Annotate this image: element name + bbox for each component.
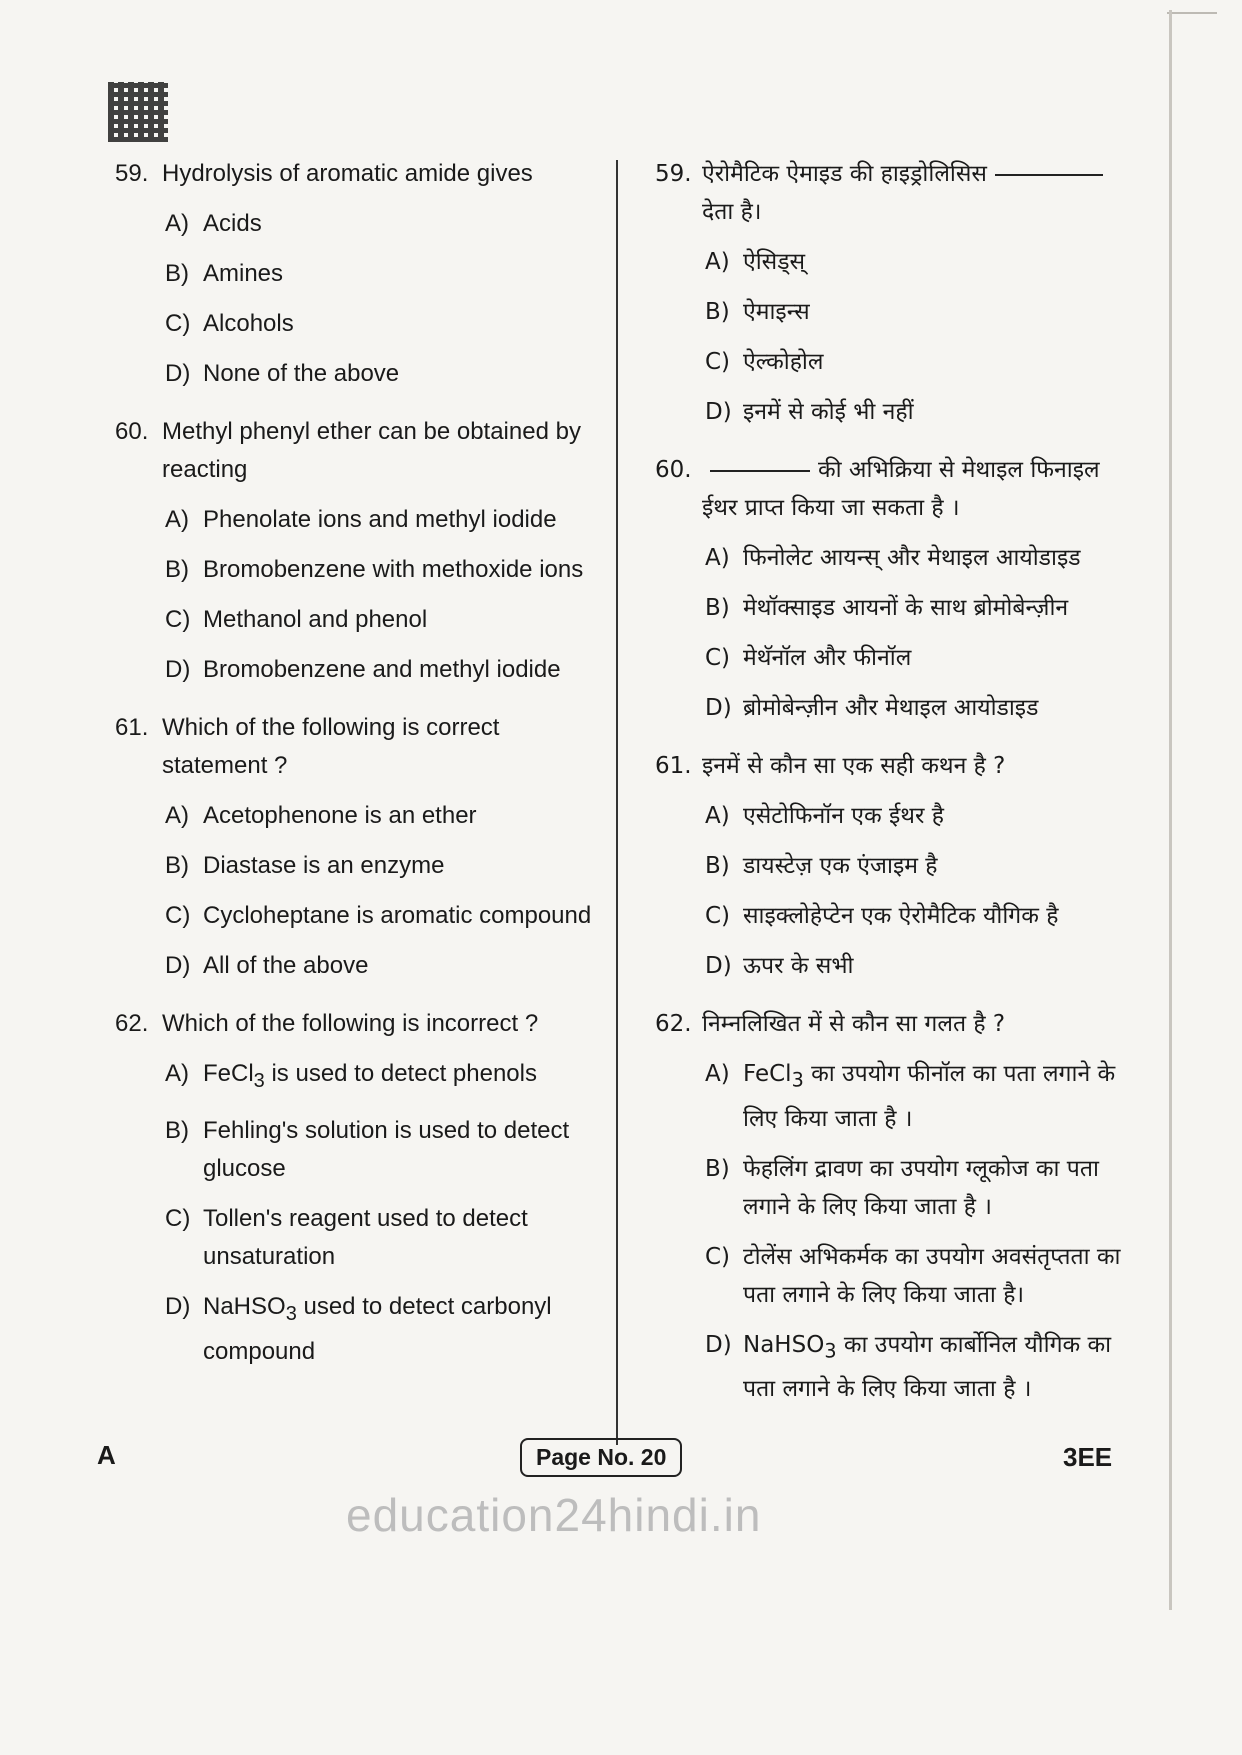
option-b xyxy=(165,1112,605,1188)
formula: FeCl xyxy=(743,1061,792,1087)
option-text: ऐमाइन्स xyxy=(743,299,810,325)
option-text-rest: used to detect carbonyl compound xyxy=(203,1292,552,1365)
option-letter: C) xyxy=(705,903,731,929)
option-letter: D) xyxy=(165,656,191,683)
page-edge xyxy=(1169,10,1172,1610)
option-text: साइक्लोहेप्टेन एक ऐरोमैटिक यौगिक है xyxy=(743,903,1059,929)
option-text: None of the above xyxy=(203,360,400,387)
option-a xyxy=(705,797,1125,835)
option-letter: C) xyxy=(165,902,191,929)
question-59-hi xyxy=(655,155,1125,431)
option-text: Bromobenzene and methyl iodide xyxy=(203,656,561,683)
formula: NaHSO xyxy=(743,1331,825,1358)
option-text xyxy=(743,1326,1125,1409)
option-text-rest: is used to detect phenols xyxy=(264,1060,537,1087)
option-text: Tollen's reagent used to detect unsaturation xyxy=(203,1204,528,1270)
qr-code xyxy=(108,82,168,142)
option-text: इनमें से कोई भी नहीं xyxy=(743,399,914,425)
option-text: Methanol and phenol xyxy=(203,606,428,633)
option-letter: D) xyxy=(165,952,191,979)
watermark: education24hindi.in xyxy=(346,1489,762,1541)
option-letter: B) xyxy=(165,1116,189,1144)
question-number: 60. xyxy=(655,457,692,483)
option-d xyxy=(705,947,1125,985)
question-text-end: देता है। xyxy=(702,199,762,225)
option-text: ऐल्कोहोल xyxy=(743,349,824,375)
option-text: Phenolate ions and methyl iodide xyxy=(203,506,557,533)
question-61-hi xyxy=(655,747,1125,985)
option-letter: B) xyxy=(705,1155,730,1182)
question-text: निम्नलिखित में से कौन सा गलत है ? xyxy=(702,1011,1006,1037)
option-a xyxy=(705,539,1125,577)
option-text: डायस्टेज़ एक एंजाइम है xyxy=(743,853,938,879)
option-text: मेथॉक्साइड आयनों के साथ ब्रोमोबेन्ज़ीन xyxy=(743,595,1069,621)
question-text-start: ऐरोमैटिक ऐमाइड की हाइड्रोलिसिस xyxy=(702,161,987,187)
option-d xyxy=(705,689,1125,727)
option-letter: A) xyxy=(705,249,730,275)
question-62-en xyxy=(115,1005,605,1371)
formula-subscript: 3 xyxy=(253,1069,265,1092)
english-column xyxy=(115,155,605,1391)
option-letter: B) xyxy=(165,556,189,583)
option-letter: A) xyxy=(165,802,189,829)
option-a xyxy=(705,243,1125,281)
question-number: 62. xyxy=(655,1011,692,1037)
option-b xyxy=(705,847,1125,885)
question-text: इनमें से कौन सा एक सही कथन है ? xyxy=(702,753,1006,779)
formula-subscript: 3 xyxy=(285,1302,297,1325)
option-letter: C) xyxy=(165,606,191,633)
option-text: ऐसिड्स् xyxy=(743,249,806,275)
option-letter: A) xyxy=(165,506,189,533)
option-text: Acetophenone is an ether xyxy=(203,802,477,829)
option-b xyxy=(705,1150,1125,1226)
option-text xyxy=(203,1288,605,1371)
option-letter: B) xyxy=(705,853,730,879)
option-text: Fehling's solution is used to detect glucose xyxy=(203,1116,570,1182)
question-text: Methyl phenyl ether can be obtained by reacting xyxy=(162,418,581,483)
option-text: टोलेंस अभिकर्मक का उपयोग अवसंतृप्तता का पता लगाने के लिए किया जाता है। xyxy=(743,1243,1121,1308)
question-text xyxy=(702,155,1125,231)
option-letter: B) xyxy=(705,299,730,325)
option-c xyxy=(165,897,605,935)
fill-blank xyxy=(995,174,1103,176)
option-a xyxy=(165,797,605,835)
question-text: Which of the following is correct statement ? xyxy=(162,714,500,779)
option-text: Alcohols xyxy=(203,310,294,337)
option-c xyxy=(705,639,1125,677)
question-number: 59. xyxy=(655,161,692,187)
option-text: Bromobenzene with methoxide ions xyxy=(203,556,584,583)
option-text-rest: का उपयोग कार्बोनिल यौगिक का पता लगाने के लिए किया जाता है । xyxy=(743,1331,1112,1403)
option-b xyxy=(165,847,605,885)
option-text: Amines xyxy=(203,260,284,287)
option-letter: A) xyxy=(165,1060,189,1087)
option-text: All of the above xyxy=(203,952,369,979)
option-c xyxy=(165,1200,605,1276)
option-b xyxy=(705,589,1125,627)
option-text: एसेटोफिनॉन एक ईथर है xyxy=(743,803,944,829)
option-text: Cycloheptane is aromatic compound xyxy=(203,902,592,929)
option-letter: B) xyxy=(165,260,189,287)
series-letter: A xyxy=(97,1440,116,1470)
formula-subscript: 3 xyxy=(824,1339,837,1363)
option-text: फिनोलेट आयन्स् और मेथाइल आयोडाइड xyxy=(743,545,1081,571)
option-letter: D) xyxy=(705,399,732,425)
option-text xyxy=(743,1055,1125,1138)
option-b xyxy=(165,551,605,589)
option-letter: D) xyxy=(165,1292,191,1320)
question-59-en xyxy=(115,155,605,393)
option-letter: C) xyxy=(705,645,731,671)
option-d xyxy=(705,1326,1125,1409)
option-b xyxy=(705,293,1125,331)
formula-subscript: 3 xyxy=(791,1068,804,1092)
option-c xyxy=(705,343,1125,381)
option-a xyxy=(705,1055,1125,1138)
option-text-rest: का उपयोग फीनॉल का पता लगाने के लिए किया जाता है । xyxy=(743,1061,1116,1132)
formula: NaHSO xyxy=(203,1292,286,1320)
formula: FeCl xyxy=(203,1060,254,1087)
fill-blank xyxy=(710,470,810,472)
question-60-en xyxy=(115,413,605,689)
option-letter: D) xyxy=(705,695,732,721)
question-number: 61. xyxy=(655,753,692,779)
question-61-en xyxy=(115,709,605,985)
option-letter: D) xyxy=(705,953,732,979)
page-number-box: Page No. 20 xyxy=(520,1438,682,1477)
option-d xyxy=(165,355,605,393)
question-number: 61. xyxy=(115,714,149,741)
option-letter: C) xyxy=(165,1204,191,1232)
question-text-end: की अभिक्रिया से मेथाइल फिनाइल ईथर प्राप्त किया जा सकता है । xyxy=(702,457,1100,521)
option-letter: D) xyxy=(165,360,191,387)
option-letter: B) xyxy=(165,852,189,879)
question-62-hi xyxy=(655,1005,1125,1408)
option-c xyxy=(165,601,605,639)
option-text xyxy=(203,1055,605,1100)
question-text xyxy=(702,451,1125,527)
option-text: Acids xyxy=(203,210,262,237)
option-letter: A) xyxy=(705,803,730,829)
option-text: फेहलिंग द्रावण का उपयोग ग्लूकोज का पता लगाने के लिए किया जाता है । xyxy=(743,1155,1099,1220)
question-text: Which of the following is incorrect ? xyxy=(162,1010,539,1037)
option-text: ब्रोमोबेन्ज़ीन और मेथाइल आयोडाइड xyxy=(743,695,1039,721)
option-d xyxy=(165,651,605,689)
option-d xyxy=(165,947,605,985)
option-letter: D) xyxy=(705,1331,732,1358)
option-letter: C) xyxy=(705,349,731,375)
option-a xyxy=(165,501,605,539)
option-d xyxy=(705,393,1125,431)
option-d xyxy=(165,1288,605,1371)
option-letter: A) xyxy=(705,1061,730,1087)
question-number: 60. xyxy=(115,418,149,445)
hindi-column xyxy=(655,155,1125,1428)
option-b xyxy=(165,255,605,293)
column-divider xyxy=(616,160,618,1445)
option-a xyxy=(165,1055,605,1100)
paper-code: 3EE xyxy=(1063,1442,1113,1472)
option-letter: C) xyxy=(705,1243,731,1270)
option-c xyxy=(705,897,1125,935)
question-number: 59. xyxy=(115,160,149,187)
question-text: Hydrolysis of aromatic amide gives xyxy=(162,160,533,187)
option-letter: C) xyxy=(165,310,191,337)
option-letter: B) xyxy=(705,595,730,621)
option-text: मेथॅनॉल और फीनॉल xyxy=(743,645,912,671)
option-letter: A) xyxy=(165,210,189,237)
option-c xyxy=(165,305,605,343)
option-c xyxy=(705,1238,1125,1314)
option-text: ऊपर के सभी xyxy=(743,953,854,979)
option-a xyxy=(165,205,605,243)
question-60-hi xyxy=(655,451,1125,727)
option-letter: A) xyxy=(705,545,730,571)
page-edge-top xyxy=(1167,12,1217,14)
question-number: 62. xyxy=(115,1010,149,1037)
option-text: Diastase is an enzyme xyxy=(203,852,445,879)
